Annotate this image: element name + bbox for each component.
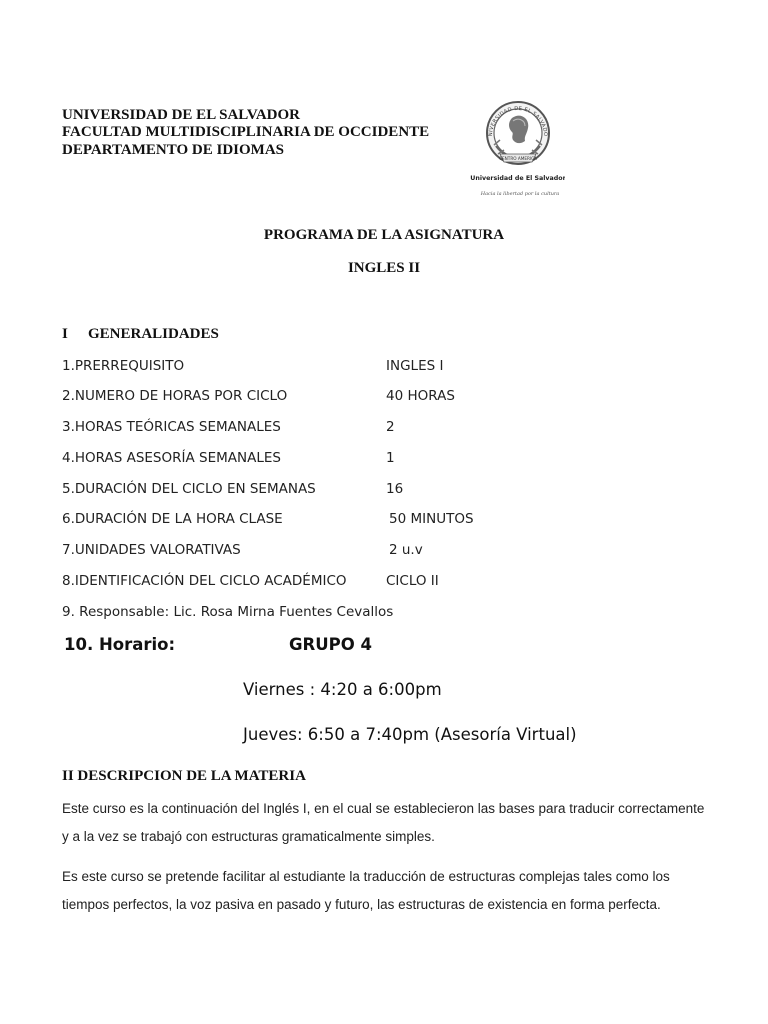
paragraph-line: Es este curso se pretende facilitar al estudiante la traducción de estructuras complejas tales como los [62, 869, 670, 884]
item-label: 6.DURACIÓN DE LA HORA CLASE [62, 511, 283, 527]
item-value: 1 [386, 450, 395, 466]
item-label: 4.HORAS ASESORÍA SEMANALES [62, 450, 281, 466]
logo-caption: Universidad de El Salvador [470, 175, 565, 182]
item-label: 1.PRERREQUISITO [62, 358, 185, 374]
horario-label: 10. Horario: [64, 635, 176, 654]
university-seal-logo [470, 88, 565, 203]
item-label: 8.IDENTIFICACIÓN DEL CICLO ACADÉMICO [62, 573, 347, 589]
faculty-name: FACULTAD MULTIDISCIPLINARIA DE OCCIDENTE [62, 124, 430, 140]
responsable-line: 9. Responsable: Lic. Rosa Mirna Fuentes Cevallos [62, 604, 394, 620]
item-label: 7.UNIDADES VALORATIVAS [62, 542, 241, 558]
item-value: 50 MINUTOS [389, 511, 474, 527]
item-value: CICLO II [386, 573, 439, 589]
schedule-line: Viernes : 4:20 a 6:00pm [243, 680, 442, 699]
item-label: 2.NUMERO DE HORAS POR CICLO [62, 388, 288, 404]
svg-text:CENTRO AMERICA: CENTRO AMERICA [499, 156, 537, 161]
item-value: INGLES I [386, 358, 444, 374]
svg-text:UNIVERSIDAD DE EL SALVADOR: NIVERSIDAD DE EL SALVADO [487, 105, 549, 137]
university-name: UNIVERSIDAD DE EL SALVADOR [62, 107, 300, 123]
paragraph-line: y a la vez se trabajó con estructuras gramaticalmente simples. [62, 829, 435, 844]
item-label: 5.DURACIÓN DEL CICLO EN SEMANAS [62, 481, 316, 497]
schedule-line: Jueves: 6:50 a 7:40pm (Asesoría Virtual) [243, 725, 577, 744]
logo-tagline: Hacia la libertad por la cultura [480, 191, 560, 197]
section2-title: II DESCRIPCION DE LA MATERIA [62, 768, 306, 784]
seal-icon [470, 88, 565, 203]
section1-title: GENERALIDADES [88, 326, 219, 342]
paragraph-line: Este curso es la continuación del Inglés I, en el cual se establecieron las bases para traducir correctamente [62, 801, 705, 816]
section1-number: I [62, 326, 68, 342]
item-label: 3.HORAS TEÓRICAS SEMANALES [62, 419, 281, 435]
group-label: GRUPO 4 [289, 635, 372, 654]
program-title: PROGRAMA DE LA ASIGNATURA [263, 227, 505, 243]
item-value: 2 [386, 419, 395, 435]
department-name: DEPARTAMENTO DE IDIOMAS [62, 142, 284, 158]
subject-title: INGLES II [347, 260, 421, 276]
paragraph-line: tiempos perfectos, la voz pasiva en pasado y futuro, las estructuras de existencia en forma perfecta. [62, 897, 661, 912]
item-value: 2 u.v [389, 542, 423, 558]
item-value: 16 [386, 481, 404, 497]
item-value: 40 HORAS [386, 388, 455, 404]
